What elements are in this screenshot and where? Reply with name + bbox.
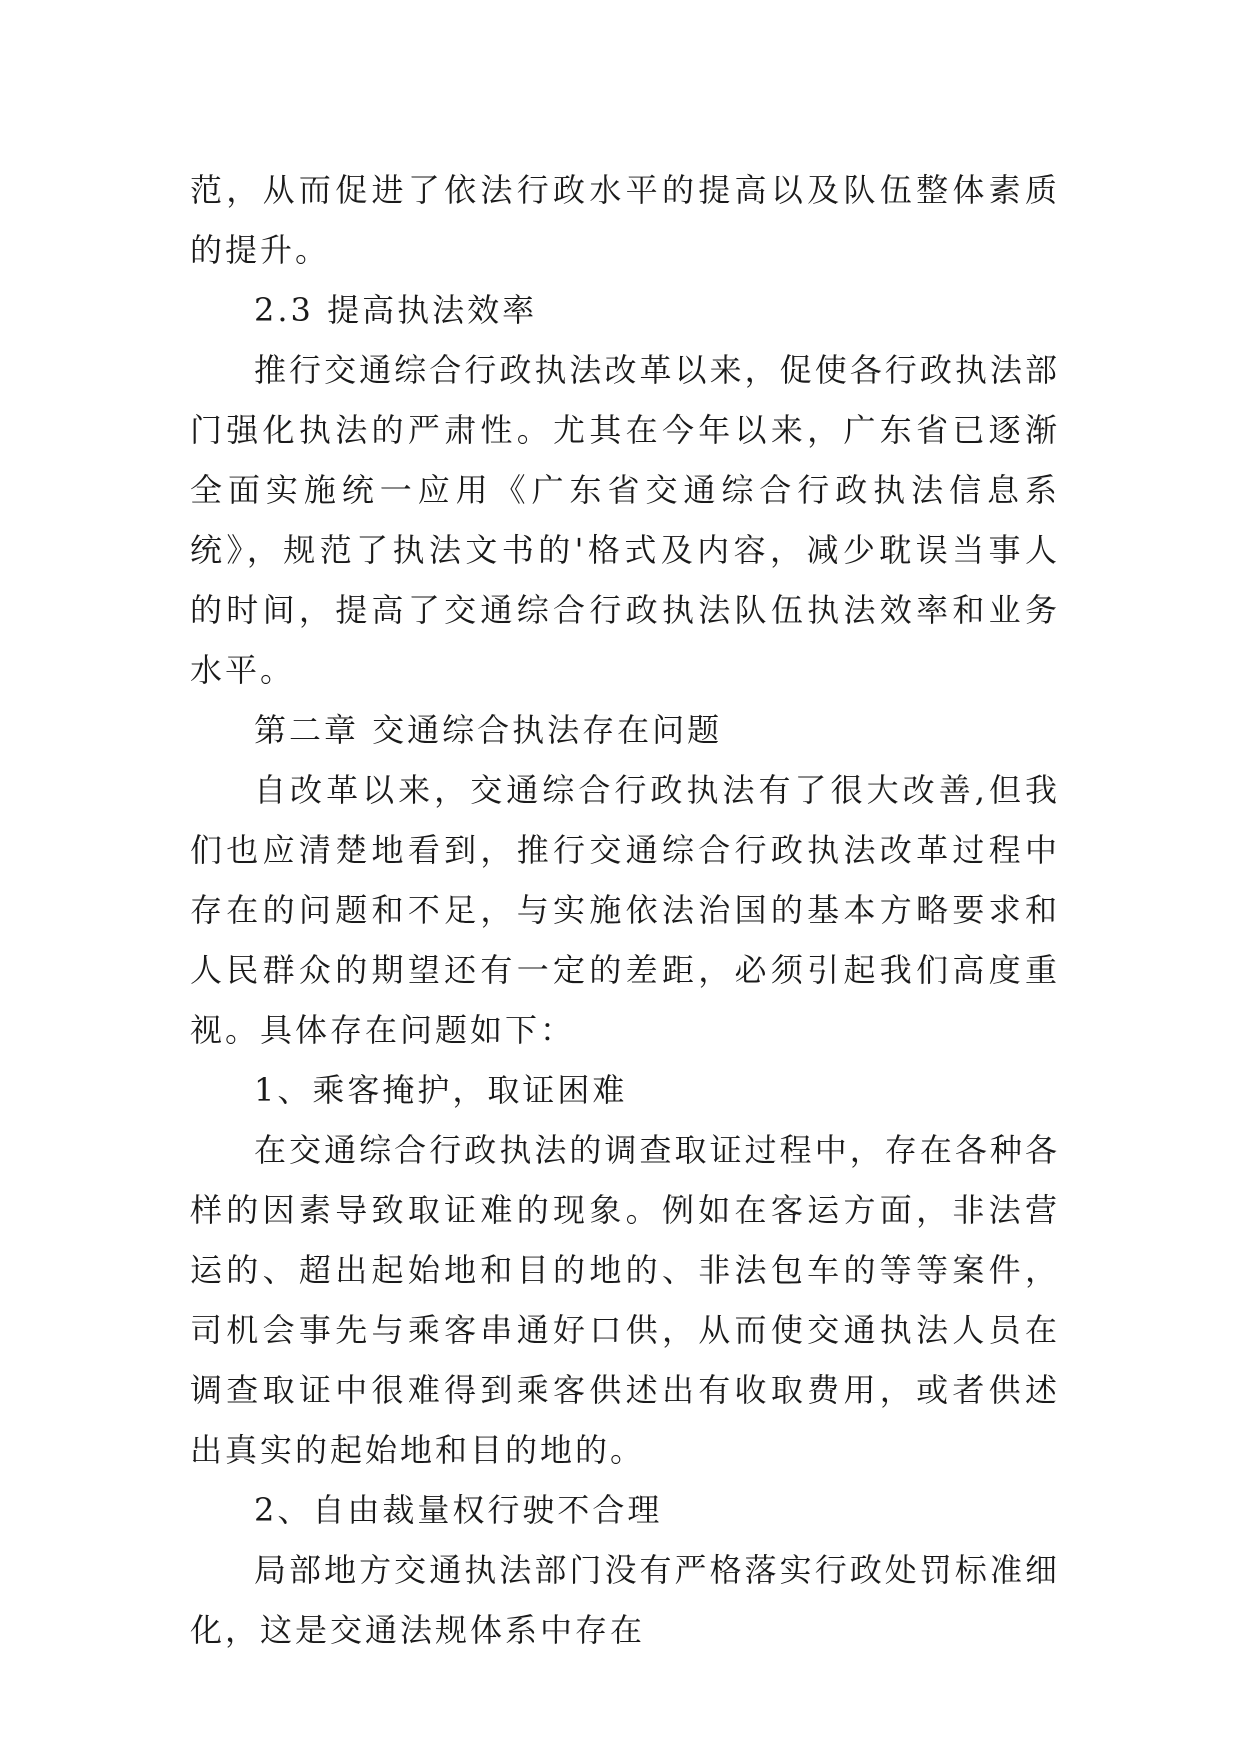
document-body — [190, 160, 1060, 1660]
chapter-heading-2: 第二章 交通综合执法存在问题 — [254, 711, 723, 749]
subheading-discretion: 2、自由裁量权行驶不合理 — [254, 1491, 663, 1529]
subheading-evidence: 1、乘客掩护，取证困难 — [254, 1071, 628, 1109]
section-heading-2-3: 2.3 提高执法效率 — [254, 291, 538, 329]
paragraph-discretion: 局部地方交通执法部门没有严格落实行政处罚标准细化，这是交通法规体系中存在 — [190, 1551, 1060, 1649]
paragraph-problems-intro: 自改革以来，交通综合行政执法有了很大改善,但我们也应清楚地看到，推行交通综合行政执法改革过程中存在的问题和不足，与实施依法治国的基本方略要求和人民群众的期望还有一定的差距，必须引起我们高度重视。具体存在问题如下： — [190, 771, 1060, 1049]
paragraph-continuation: 范，从而促进了依法行政水平的提高以及队伍整体素质的提升。 — [190, 171, 1060, 269]
paragraph-efficiency: 推行交通综合行政执法改革以来，促使各行政执法部门强化执法的严肃性。尤其在今年以来，广东省已逐渐全面实施统一应用《广东省交通综合行政执法信息系统》，规范了执法文书的'格式及内容，减少耽误当事人的时间，提高了交通综合行政执法队伍执法效率和业务水平。 — [190, 351, 1060, 689]
paragraph-evidence: 在交通综合行政执法的调查取证过程中，存在各种各样的因素导致取证难的现象。例如在客运方面，非法营运的、超出起始地和目的地的、非法包车的等等案件，司机会事先与乘客串通好口供，从而使交通执法人员在调查取证中很难得到乘客供述出有收取费用，或者供述出真实的起始地和目的地的。 — [190, 1131, 1060, 1469]
